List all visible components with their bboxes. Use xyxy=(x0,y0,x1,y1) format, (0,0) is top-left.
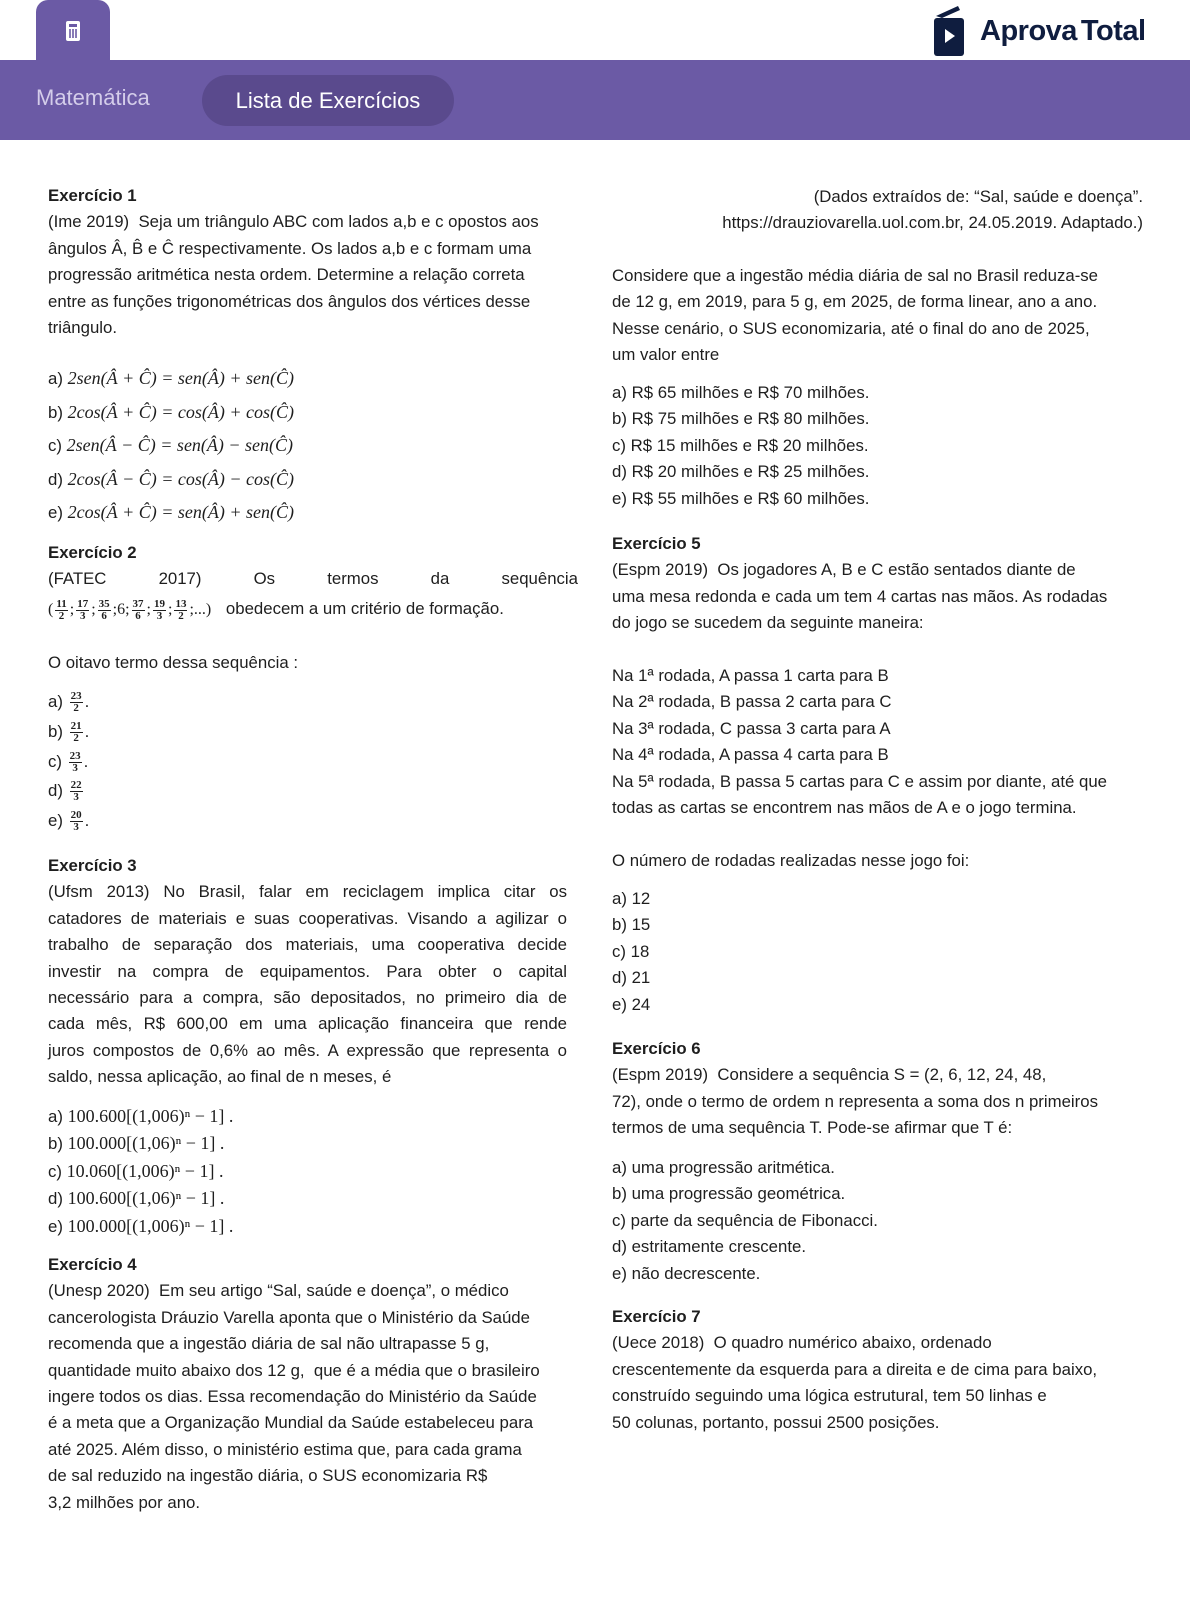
subject-label[interactable]: Matemática xyxy=(36,85,150,110)
text-line: entre as funções trigonométricas dos ângulos dos vértices desse xyxy=(48,291,531,311)
text-line: saldo, nessa aplicação, ao final de n meses, é xyxy=(48,1067,392,1087)
text-line: cancerologista Dráuzio Varella aponta que o Ministério da Saúde xyxy=(48,1307,530,1327)
option-text: 2sen(Â + Ĉ) = sen(Â) + sen(Ĉ) xyxy=(67,368,294,388)
exercise-statement xyxy=(48,209,578,341)
text-line: (Ime 2019) Seja um triângulo ABC com lados a,b e c opostos aos xyxy=(48,212,539,232)
option-text: 12 xyxy=(631,889,651,908)
exercise-2-question: O oitavo termo dessa sequência : xyxy=(48,653,298,672)
option-letter: a) xyxy=(612,383,627,402)
option-text: 2cos(Â + Ĉ) = sen(Â) + sen(Ĉ) xyxy=(67,502,294,523)
numerator: 35 xyxy=(98,597,110,610)
exercise-3 xyxy=(48,853,578,1091)
option-text: parte da sequência de Fibonacci. xyxy=(630,1210,878,1230)
option-a xyxy=(612,1155,1142,1181)
word: (FATEC xyxy=(48,569,107,589)
option-e xyxy=(612,486,1142,512)
option-b xyxy=(612,1181,1142,1207)
text-line: ingere todos os dias. Essa recomendação do Ministério da Saúde xyxy=(48,1387,537,1407)
option-text: 21 xyxy=(631,968,651,988)
exercise-title: Exercício 7 xyxy=(612,1307,701,1326)
option-text: 100.600[(1,006)ⁿ − 1] . xyxy=(67,1106,234,1126)
option-text: R$ 15 milhões e R$ 20 milhões. xyxy=(630,435,869,455)
logo-text-light: Total xyxy=(1080,14,1146,47)
option-c xyxy=(48,747,578,777)
fraction xyxy=(70,780,83,803)
exercise-2 xyxy=(48,540,578,623)
exercise-4-options xyxy=(612,380,1142,512)
exercise-statement xyxy=(612,1330,1142,1436)
text-line: uma mesa redonda e cada um tem 4 cartas nas mãos. As rodadas xyxy=(612,586,1108,606)
numerator: 23 xyxy=(70,690,82,703)
option-e xyxy=(48,496,578,530)
page-title: Lista de Exercícios xyxy=(235,87,421,113)
word: Os xyxy=(253,569,276,589)
numerator: 13 xyxy=(175,597,187,610)
text-line: recomenda que a ingestão diária de sal não ultrapasse 5 g, xyxy=(48,1334,490,1354)
exercise-title: Exercício 5 xyxy=(612,534,701,553)
word: da xyxy=(430,569,450,589)
option-text: R$ 55 milhões e R$ 60 milhões. xyxy=(631,488,870,508)
fraction xyxy=(70,691,83,714)
exercise-title: Exercício 3 xyxy=(48,856,137,875)
option-e xyxy=(48,1213,578,1240)
exercise-statement xyxy=(48,1278,578,1516)
option-text: 15 xyxy=(631,915,651,935)
text-line: (Unesp 2020) Em seu artigo “Sal, saúde e doença”, o médico xyxy=(48,1281,509,1301)
option-a xyxy=(48,1103,578,1130)
text-line: ângulos Â, B̂ e Ĉ respectivamente. Os lados a,b e c formam uma xyxy=(48,238,532,258)
option-text: uma progressão geométrica. xyxy=(631,1184,846,1204)
text-line: progressão aritmética nesta ordem. Determine a relação correta xyxy=(48,265,525,285)
option-c xyxy=(48,429,578,463)
book-logo-icon xyxy=(932,6,966,56)
option-letter: b) xyxy=(48,1134,63,1154)
option-letter: c) xyxy=(612,435,626,455)
option-text: R$ 75 milhões e R$ 80 milhões. xyxy=(631,409,870,429)
option-c xyxy=(612,433,1142,459)
exercise-5-rounds xyxy=(612,663,1142,821)
fraction xyxy=(132,599,145,622)
text-line: Na 4ª rodada, A passa 4 carta para B xyxy=(612,745,889,765)
exercise-statement xyxy=(612,557,1142,636)
exercise-title: Exercício 6 xyxy=(612,1039,701,1058)
word: termos xyxy=(327,569,379,589)
denominator: 2 xyxy=(73,702,79,715)
exercise-statement xyxy=(48,879,567,1090)
option-a xyxy=(612,380,1142,406)
option-letter: a) xyxy=(612,889,627,908)
fraction xyxy=(70,721,83,744)
option-letter: c) xyxy=(612,1210,626,1230)
option-letter: c) xyxy=(612,941,626,961)
option-text: 100.000[(1,06)ⁿ − 1] . xyxy=(67,1133,225,1154)
text-line: um valor entre xyxy=(612,345,720,365)
option-suffix: . xyxy=(84,692,90,711)
option-letter: d) xyxy=(612,1237,627,1257)
text-line: termos de uma sequência T. Pode-se afirmar que T é: xyxy=(612,1118,1013,1138)
exercise-3-options xyxy=(48,1103,578,1240)
text-line: 72), onde o termo de ordem n representa a soma dos n primeiros xyxy=(612,1091,1098,1111)
exercise-5 xyxy=(612,531,1142,637)
fraction xyxy=(55,599,67,622)
option-b xyxy=(612,912,1142,938)
exercise-2-options xyxy=(48,687,578,836)
text-line: Na 1ª rodada, A passa 1 carta para B xyxy=(612,666,889,685)
option-d xyxy=(48,1185,578,1212)
text-line: Nesse cenário, o SUS economizaria, até o final do ano de 2025, xyxy=(612,318,1090,338)
numerator: 22 xyxy=(70,779,82,792)
exercise-6 xyxy=(612,1036,1142,1142)
option-suffix: . xyxy=(84,721,90,741)
text-line: 50 colunas, portanto, possui 2500 posições. xyxy=(612,1412,940,1432)
option-letter: a) xyxy=(48,1107,63,1126)
page-title-pill xyxy=(202,75,454,126)
option-letter: e) xyxy=(612,994,627,1014)
numerator: 17 xyxy=(77,597,89,610)
option-text: 100.600[(1,06)ⁿ − 1] . xyxy=(67,1188,225,1209)
option-text: 100.000[(1,006)ⁿ − 1] . xyxy=(67,1215,234,1236)
option-suffix: . xyxy=(83,751,89,771)
denominator: 3 xyxy=(79,609,86,622)
text-line: do jogo se sucedem da seguinte maneira: xyxy=(612,613,924,633)
exercise-4-question xyxy=(612,263,1142,369)
option-b xyxy=(48,717,578,747)
denominator: 3 xyxy=(73,791,79,804)
denominator: 2 xyxy=(58,609,65,622)
text-line: até 2025. Além disso, o ministério estima que, para cada grama xyxy=(48,1439,522,1459)
option-e xyxy=(612,992,1142,1018)
exercise-title: Exercício 1 xyxy=(48,186,137,205)
option-text: R$ 65 milhões e R$ 70 milhões. xyxy=(631,383,870,402)
denominator: 2 xyxy=(73,731,79,744)
option-text: não decrescente. xyxy=(631,1263,761,1283)
text-line: catadores de materiais e suas cooperativas. Visando a agilizar o xyxy=(48,908,567,928)
option-a xyxy=(612,886,1142,912)
fraction xyxy=(76,599,89,622)
option-c xyxy=(612,1208,1142,1234)
option-b xyxy=(612,406,1142,432)
exercise-title: Exercício 2 xyxy=(48,543,137,562)
numerator: 20 xyxy=(70,809,82,822)
option-letter: a) xyxy=(48,692,63,711)
option-text: estritamente crescente. xyxy=(631,1237,807,1257)
option-letter: a) xyxy=(612,1158,627,1177)
option-letter: d) xyxy=(48,781,63,801)
text-line: todas as cartas se encontrem nas mãos de A e o jogo termina. xyxy=(612,798,1077,818)
text-line: Na 2ª rodada, B passa 2 carta para C xyxy=(612,692,892,712)
fraction xyxy=(70,810,83,833)
denominator: 6 xyxy=(101,609,107,622)
denominator: 2 xyxy=(178,609,184,622)
option-text: 2sen(Â − Ĉ) = sen(Â) − sen(Ĉ) xyxy=(66,435,294,456)
option-letter: d) xyxy=(612,462,627,482)
exercise-statement xyxy=(612,1062,1142,1141)
logo xyxy=(932,6,1146,56)
option-text: 10.060[(1,006)ⁿ − 1] . xyxy=(66,1160,224,1181)
fraction xyxy=(153,599,166,622)
text-line: Na 3ª rodada, C passa 3 carta para A xyxy=(612,718,891,738)
option-letter: e) xyxy=(48,503,63,523)
numerator: 23 xyxy=(69,749,81,762)
exercise-7 xyxy=(612,1304,1142,1436)
text-line: cada mês, R$ 600,00 em uma aplicação financeira que rende xyxy=(48,1014,567,1034)
text-line: trabalho de separação dos materiais, uma cooperativa decide xyxy=(48,935,567,955)
option-letter: b) xyxy=(48,402,63,422)
option-d xyxy=(612,965,1142,991)
text-line: Na 5ª rodada, B passa 5 cartas para C e assim por diante, até que xyxy=(612,771,1108,791)
subject-tab[interactable] xyxy=(36,0,110,62)
option-letter: c) xyxy=(48,436,62,456)
exercise-5-options xyxy=(612,886,1142,1018)
statement-first-line xyxy=(48,566,578,592)
exercise-4-citation xyxy=(612,184,1143,237)
option-text: 2cos(Â + Ĉ) = cos(Â) + cos(Ĉ) xyxy=(67,401,294,422)
word: 2017) xyxy=(158,569,202,589)
exercise-title: Exercício 4 xyxy=(48,1255,137,1274)
denominator: 3 xyxy=(72,761,78,774)
option-text: 24 xyxy=(631,994,651,1014)
numerator: 21 xyxy=(70,719,82,732)
option-d xyxy=(48,776,578,806)
option-letter: d) xyxy=(48,1189,63,1209)
word: sequência xyxy=(501,569,578,589)
option-d xyxy=(612,459,1142,485)
sequence-term: 6 xyxy=(117,600,126,618)
option-e xyxy=(612,1261,1142,1287)
fraction xyxy=(98,599,111,622)
exercise-6-options xyxy=(612,1155,1142,1287)
text-line: de sal reduzido na ingestão diária, o SUS economizaria R$ xyxy=(48,1466,488,1486)
sequence: ( $\frac{11}{2}$ ; $\frac{17}{3}$ ; $\frac{35}{6}$ ;6; $\frac{37}{6}$ ; $\frac{19}{3}$ ; $\frac{13}{2}$ ;...) xyxy=(48,597,212,622)
option-letter: b) xyxy=(612,409,627,429)
option-letter: d) xyxy=(48,469,63,489)
exercise-5-question: O número de rodadas realizadas nesse jogo foi: xyxy=(612,851,970,870)
option-letter: e) xyxy=(48,811,63,831)
numerator: 11 xyxy=(56,597,67,610)
text-line: (Ufsm 2013) No Brasil, falar em reciclagem implica citar os xyxy=(48,882,567,902)
option-d xyxy=(48,463,578,497)
option-letter: c) xyxy=(48,751,62,771)
text-line: triângulo. xyxy=(48,318,118,338)
header-band xyxy=(0,60,1190,140)
fraction xyxy=(69,751,82,774)
option-letter: a) xyxy=(48,369,63,388)
text-line: (Espm 2019) Considere a sequência S = (2, 6, 12, 24, 48, xyxy=(612,1065,1047,1085)
option-a xyxy=(48,687,578,717)
sequence-term: ... xyxy=(193,600,206,618)
text-line: https://drauziovarella.uol.com.br, 24.05.2019. Adaptado.) xyxy=(722,213,1143,233)
option-letter: b) xyxy=(612,915,627,935)
sequence-line xyxy=(48,596,578,623)
numerator: 19 xyxy=(154,597,165,610)
option-letter: e) xyxy=(48,1216,63,1236)
option-letter: d) xyxy=(612,968,627,988)
option-letter: b) xyxy=(612,1184,627,1204)
option-letter: e) xyxy=(612,1263,627,1283)
text-line: investir na compra de equipamentos. Para obter o capital xyxy=(48,961,567,981)
numerator: 37 xyxy=(132,597,144,610)
text-line: juros compostos de 0,6% ao mês. A expressão que representa o xyxy=(48,1040,567,1060)
option-letter: c) xyxy=(48,1161,62,1181)
text-line: quantidade muito abaixo dos 12 g, que é a média que o brasileiro xyxy=(48,1360,540,1380)
text-line: construído seguindo uma lógica estrutural, tem 50 linhas e xyxy=(612,1386,1047,1406)
fraction xyxy=(174,599,187,622)
text-line: crescentemente da esquerda para a direita e de cima para baixo, xyxy=(612,1359,1098,1379)
calculator-icon xyxy=(66,21,80,41)
text-line: de 12 g, em 2019, para 5 g, em 2025, de forma linear, ano a ano. xyxy=(612,292,1098,312)
option-suffix: . xyxy=(84,811,90,831)
denominator: 3 xyxy=(73,821,79,834)
option-letter: b) xyxy=(48,721,63,741)
option-e xyxy=(48,806,578,836)
text-line: (Espm 2019) Os jogadores A, B e C estão sentados diante de xyxy=(612,560,1076,580)
denominator: 6 xyxy=(135,609,141,622)
option-c xyxy=(612,939,1142,965)
exercise-1-options xyxy=(48,362,578,530)
text-line: (Dados extraídos de: “Sal, saúde e doença”. xyxy=(813,187,1143,206)
option-a xyxy=(48,362,578,396)
exercise-1 xyxy=(48,183,578,341)
exercise-4 xyxy=(48,1252,578,1516)
option-b xyxy=(48,396,578,430)
text-line: (Uece 2018) O quadro numérico abaixo, ordenado xyxy=(612,1333,992,1353)
option-d xyxy=(612,1234,1142,1260)
text-line: é a meta que a Organização Mundial da Saúde estabeleceu para xyxy=(48,1413,534,1433)
option-b xyxy=(48,1130,578,1157)
option-text: uma progressão aritmética. xyxy=(631,1158,835,1177)
option-text: R$ 20 milhões e R$ 25 milhões. xyxy=(631,462,870,482)
option-letter: e) xyxy=(612,488,627,508)
option-text: 18 xyxy=(630,941,650,961)
sequence-tail: obedecem a um critério de formação. xyxy=(225,598,504,618)
text-line: necessário para a compra, são depositados, no primeiro dia de xyxy=(48,988,567,1008)
text-line: 3,2 milhões por ano. xyxy=(48,1492,201,1512)
denominator: 3 xyxy=(156,609,163,622)
text-line: Considere que a ingestão média diária de sal no Brasil reduza-se xyxy=(612,266,1099,285)
option-text: 2cos(Â − Ĉ) = cos(Â) − cos(Ĉ) xyxy=(67,468,294,489)
option-c xyxy=(48,1158,578,1185)
logo-text-bold: Aprova xyxy=(980,14,1077,47)
